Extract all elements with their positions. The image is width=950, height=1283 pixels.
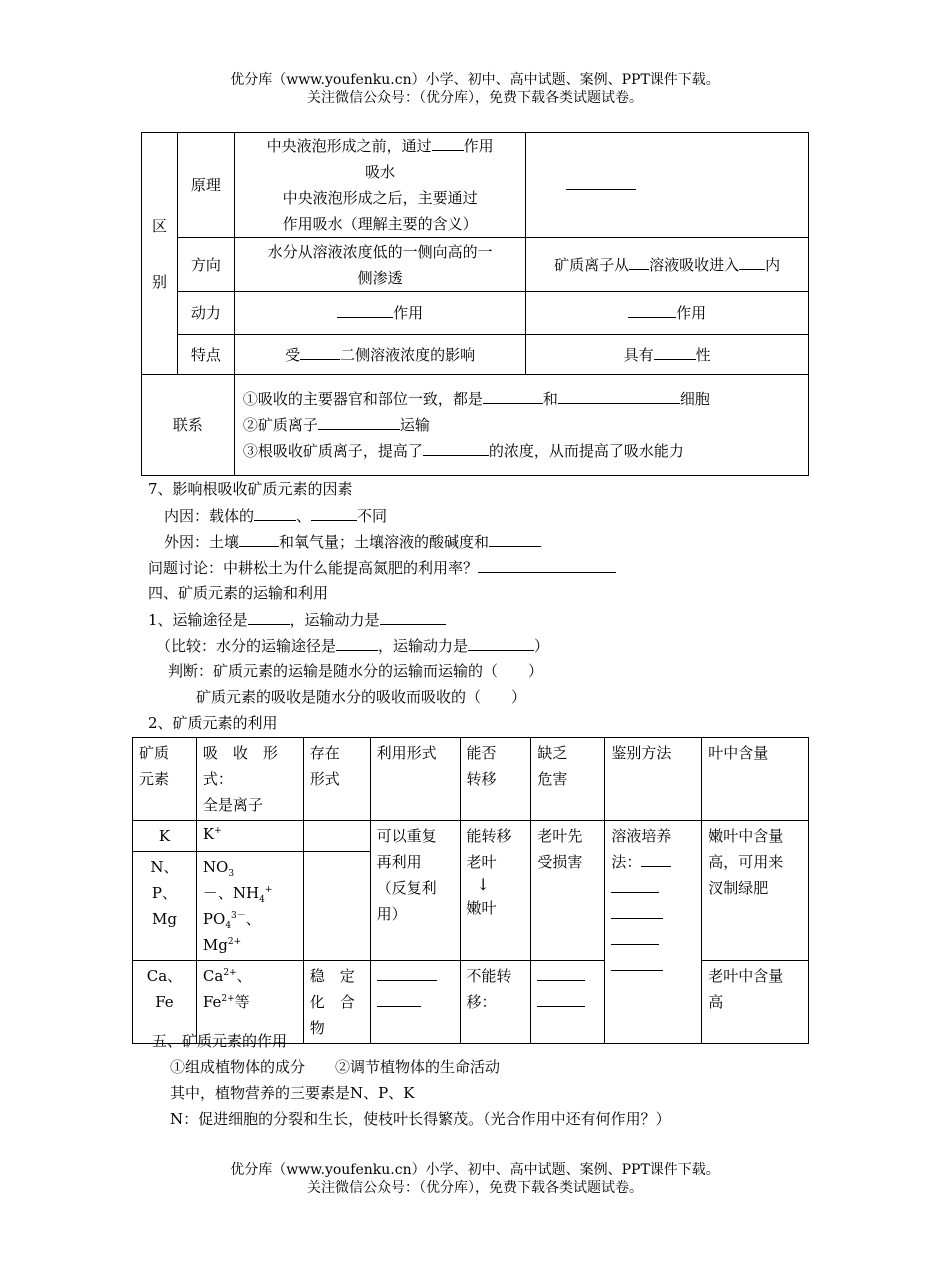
transfer-immovable: [460, 961, 531, 1044]
header-exist-form: [303, 738, 370, 821]
identify-method: [605, 821, 702, 1044]
element-npmg: [133, 852, 197, 961]
h5-a: 能否: [466, 744, 497, 762]
header-harm: [531, 738, 605, 821]
section5-title: 五、矿质元素的作用: [152, 1032, 288, 1050]
header-identify: 鉴别方法: [605, 738, 702, 821]
ion-nh4-sub: 4: [259, 895, 265, 905]
footer-line-2: 关注微信公众号：（优分库），免费下载各类试题试卷。: [307, 1180, 643, 1196]
yuanli-text-1b: 作用: [463, 137, 494, 155]
yuanli-right: [526, 133, 809, 238]
fangxiang-right-c: 内: [765, 255, 781, 274]
elem-p: P、: [151, 884, 177, 902]
s4-l2b: ，运输动力是: [378, 637, 469, 655]
ion-no3: NO: [202, 858, 229, 876]
exist-a: 稳 定: [309, 967, 355, 985]
blank: [566, 173, 636, 190]
ion-ca: Ca: [202, 967, 224, 985]
transfer-c: 嫩叶: [466, 899, 497, 917]
yuanli-text-1a: 中央液泡形成之前，通过: [266, 137, 432, 155]
ion-nh4: －、NH: [202, 884, 260, 902]
h2-a: 吸 收 形: [202, 744, 278, 762]
use-c: （反复利: [376, 879, 437, 897]
blank: [300, 343, 340, 360]
use-a: 可以重复: [376, 827, 437, 845]
blank: [611, 954, 663, 971]
element-k: K: [133, 821, 197, 852]
ion-fe-tail: 等: [234, 993, 250, 1011]
elem-fe: Fe: [155, 993, 174, 1011]
section4-title: 四、矿质元素的运输和利用: [148, 584, 329, 602]
blank: [611, 928, 659, 945]
exist-b: 化 合: [309, 993, 355, 1011]
row-label-lianxi: 联系: [142, 375, 235, 476]
ion-fe: Fe: [202, 993, 222, 1011]
lianxi-content: [234, 375, 808, 476]
section5-line2: 其中，植物营养的三要素是N、P、K: [170, 1084, 415, 1102]
section5-line3: N：促进细胞的分裂和生长，使枝叶长得繁茂。（光合作用中还有何作用？）: [170, 1110, 671, 1128]
lianxi-2a: ②矿质离子: [242, 416, 318, 434]
outer-b: 和氧气量；土壤溶液的酸碱度和: [279, 533, 490, 551]
blank: [611, 902, 663, 919]
ion-po4: PO: [202, 910, 226, 928]
ion-ca-sup: 2+: [223, 968, 237, 978]
dongli-left-text: 作用: [393, 304, 424, 322]
page-footer: [0, 1161, 950, 1197]
header-transfer: [460, 738, 531, 821]
identify-a: 溶液培养: [611, 827, 672, 845]
harm-a: 老叶先: [537, 827, 583, 845]
h6-b: 危害: [537, 770, 568, 788]
elem-n: N、: [150, 858, 179, 876]
section7-inner: [164, 504, 387, 527]
blank: [483, 387, 543, 404]
fangxiang-text-2: 侧渗透: [357, 268, 403, 287]
distinction-label: [142, 133, 178, 375]
h3-b: 形式: [309, 770, 340, 788]
ion-k-sup: +: [214, 826, 222, 836]
r3-transfer-b: 移：: [466, 993, 497, 1011]
section7-title: 7、影响根吸收矿质元素的因素: [148, 480, 353, 498]
row-label-tedian: 特点: [177, 335, 234, 375]
yuanli-text-2: 吸水: [365, 163, 396, 181]
down-arrow-icon: ↓: [476, 875, 490, 894]
blank: [478, 556, 616, 573]
tedian-left-b: 二侧溶液浓度的影响: [340, 345, 476, 364]
yuanli-left: [234, 133, 525, 238]
footer-line-1: 优分库（www.youfenku.cn）小学、初中、高中试题、案例、PPT课件下载。: [230, 1162, 720, 1178]
label-qu: 区: [151, 216, 167, 235]
ion-fe-sup: 2+: [221, 994, 235, 1004]
tedian-right: [526, 335, 809, 375]
page-header: [0, 71, 950, 107]
blank: [641, 850, 671, 867]
tedian-right-b: 性: [695, 345, 711, 364]
exist-k: [303, 821, 370, 852]
content-a: 嫩叶中含量: [708, 827, 784, 845]
fangxiang-right-b: 溶液吸收进入: [649, 255, 740, 274]
row-label-fangxiang: 方向: [177, 238, 234, 292]
transfer-movable: [460, 821, 531, 961]
tedian-left-a: 受: [285, 345, 301, 364]
ion-k: [196, 821, 303, 852]
lianxi-1c: 细胞: [679, 390, 710, 408]
ion-npmg: [196, 852, 303, 961]
harm-old-leaf: [531, 821, 605, 961]
transfer-b: 老叶: [466, 853, 497, 871]
transfer-a: 能转移: [466, 827, 512, 845]
blank: [318, 413, 400, 430]
ion-nh4-sup: +: [264, 885, 273, 895]
header-use-form: 利用形式: [370, 738, 460, 821]
section4-line2: [156, 634, 549, 657]
content-old-leaf: [702, 961, 809, 1044]
use-form-reuse: [370, 821, 460, 961]
h3-a: 存在: [309, 744, 340, 762]
inner-a: 内因：载体的: [164, 507, 255, 525]
blank: [337, 301, 393, 318]
blank: [489, 530, 541, 547]
ion-po4-tail: 、: [245, 910, 261, 928]
h1-a: 矿质: [139, 744, 170, 762]
blank: [468, 634, 534, 651]
blank: [537, 964, 585, 981]
h2-b: 式：: [202, 770, 233, 788]
header-line-2: 关注微信公众号：（优分库），免费下载各类试题试卷。: [307, 90, 643, 106]
blank: [377, 990, 421, 1007]
mineral-use-table: [132, 737, 809, 1044]
h1-b: 元素: [139, 770, 170, 788]
fangxiang-right: [526, 238, 809, 292]
dongli-right-text: 作用: [676, 304, 707, 322]
blank: [311, 504, 357, 521]
blank: [423, 439, 489, 456]
section5-line1: ①组成植物体的成分 ②调节植物体的生命活动: [170, 1058, 501, 1076]
r3-content-b: 高: [708, 993, 724, 1011]
section7-outer: [164, 530, 541, 553]
elem-mg: Mg: [151, 910, 177, 928]
fangxiang-left: [234, 238, 525, 292]
question-text: 问题讨论：中耕松土为什么能提高氮肥的利用率？: [148, 559, 479, 577]
ion-po4-sub: 4: [225, 921, 232, 931]
ion-mg-sup: 2+: [227, 937, 242, 947]
outer-a: 外因：土壤: [164, 533, 240, 551]
header-element: [133, 738, 197, 821]
content-b: 高，可用来: [708, 853, 784, 871]
section4-line4: 矿质元素的吸收是随水分的吸收而吸收的（ ）: [196, 688, 527, 706]
lianxi-1b: 和: [542, 390, 558, 408]
ion-ca-tail: 、: [236, 967, 252, 985]
elem-ca: Ca、: [146, 967, 183, 985]
exist-stable: [303, 961, 370, 1044]
h5-b: 转移: [466, 770, 497, 788]
h2-c: 全是离子: [202, 796, 263, 814]
fangxiang-text-1: 水分从溶液浓度低的一侧向高的一: [267, 242, 493, 261]
blank: [739, 253, 765, 270]
blank: [248, 608, 290, 625]
content-c: 汊制绿肥: [708, 879, 769, 897]
ion-mg: Mg: [202, 936, 228, 954]
use-form-blank: [370, 961, 460, 1044]
section7-question: [148, 556, 616, 579]
header-line-1: 优分库（www.youfenku.cn）小学、初中、高中试题、案例、PPT课件下载。: [230, 72, 720, 88]
tedian-left: [234, 335, 525, 375]
blank: [380, 608, 446, 625]
r3-content-a: 老叶中含量: [708, 967, 784, 985]
comparison-table: [141, 132, 809, 476]
header-absorb-form: [196, 738, 303, 821]
blank: [558, 387, 680, 404]
r3-transfer-a: 不能转: [466, 967, 512, 985]
harm-b: 受损害: [537, 853, 583, 871]
inner-c: 不同: [357, 507, 388, 525]
section4-line5: 2、矿质元素的利用: [148, 714, 278, 732]
lianxi-1a: ①吸收的主要器官和部位一致，都是: [242, 390, 483, 408]
fangxiang-right-a: 矿质离子从: [554, 255, 630, 274]
tedian-right-a: 具有: [623, 345, 654, 364]
exist-c: 物: [309, 1019, 325, 1037]
section4-line3: 判断：矿质元素的运输是随水分的运输而运输的（ ）: [168, 662, 544, 680]
blank: [432, 134, 464, 151]
blank: [628, 301, 676, 318]
harm-blank: [531, 961, 605, 1044]
s4-l2c: ）: [534, 637, 550, 655]
s4-l1a: 1、运输途径是: [148, 611, 248, 629]
lianxi-3b: 的浓度，从而提高了吸水能力: [488, 442, 684, 460]
content-young-leaf: [702, 821, 809, 961]
ion-k-text: K: [202, 825, 215, 843]
blank: [611, 876, 659, 893]
blank: [254, 504, 296, 521]
row-label-dongli: 动力: [177, 292, 234, 335]
s4-l1b: ，运输动力是: [289, 611, 380, 629]
lianxi-2b: 运输: [399, 416, 430, 434]
blank: [537, 990, 585, 1007]
dongli-right: [526, 292, 809, 335]
blank: [377, 964, 437, 981]
label-bie: 别: [151, 272, 167, 291]
ion-no3-sub: 3: [228, 869, 235, 879]
yuanli-text-4: 作用吸水（理解主要的含义）: [282, 215, 478, 233]
header-content: 叶中含量: [702, 738, 809, 821]
s4-l2a: （比较：水分的运输途径是: [156, 637, 337, 655]
yuanli-text-3: 中央液泡形成之后，主要通过: [282, 189, 478, 207]
section4-line1: [148, 608, 446, 631]
blank: [654, 343, 696, 360]
use-d: 用）: [376, 905, 407, 923]
use-b: 再利用: [376, 853, 422, 871]
lianxi-3a: ③根吸收矿质离子，提高了: [242, 442, 423, 460]
inner-b: 、: [296, 507, 312, 525]
ion-po4-sup: 3－: [231, 911, 246, 921]
row-label-yuanli: 原理: [177, 133, 234, 238]
blank: [629, 253, 649, 270]
h6-a: 缺乏: [537, 744, 568, 762]
blank: [239, 530, 279, 547]
exist-npmg: [303, 852, 370, 961]
dongli-left: [234, 292, 525, 335]
identify-b: 法：: [611, 853, 642, 871]
blank: [336, 634, 378, 651]
